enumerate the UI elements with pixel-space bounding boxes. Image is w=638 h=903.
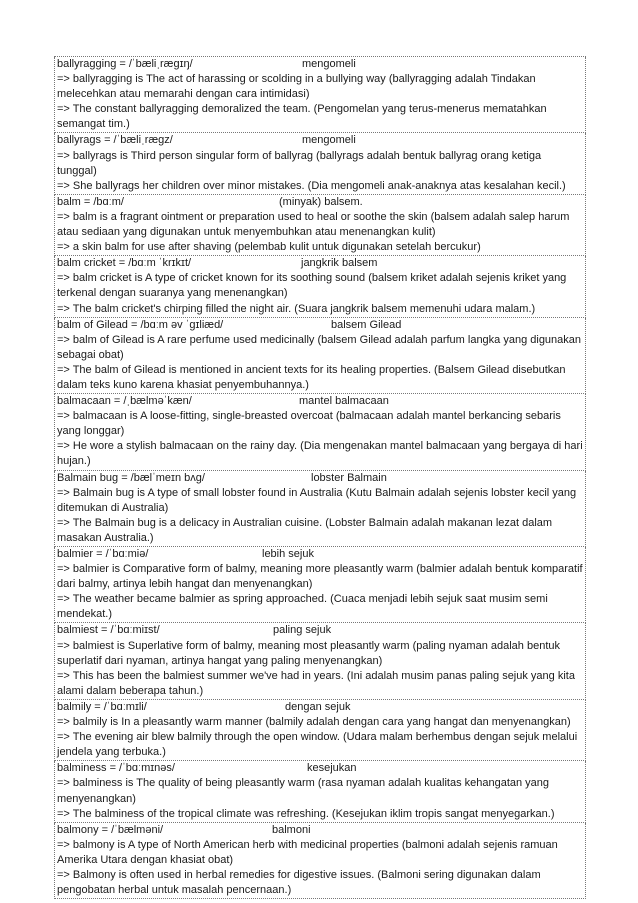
translation: mengomeli bbox=[302, 134, 356, 147]
translation: jangkrik balsem bbox=[301, 257, 378, 270]
definition: => balm is a fragrant ointment or preparation used to heal or soothe the skin (balsem adalah salep harum atau sediaan yang digunakan untuk menyembuhkan atau menenangkan kulit) bbox=[57, 210, 570, 239]
definition: => balmily is In a pleasantly warm manner (balmily adalah dengan cara yang hangat dan menyenangkan) bbox=[57, 716, 571, 729]
example: => The Balmain bug is a delicacy in Australian cuisine. (Lobster Balmain adalah makanan lezat dalam masakan Australia.) bbox=[57, 516, 553, 544]
entry-header bbox=[57, 623, 583, 638]
entry-ballyragging bbox=[54, 57, 586, 133]
definition: => balmacaan is A loose-fitting, single-breasted overcoat (balmacaan adalah mantel berkancing sebaris yang longgar) bbox=[57, 410, 561, 438]
translation: dengan sejuk bbox=[285, 700, 351, 713]
example: => He wore a stylish balmacaan on the rainy day. (Dia mengenakan mantel balmacaan yang bergaya di hari hujan.) bbox=[57, 440, 583, 468]
headword: ballyrags = /ˈbæliˌræɡz/ bbox=[57, 134, 173, 147]
entry-balmiest bbox=[54, 623, 586, 699]
entry-header bbox=[57, 256, 583, 271]
translation: mengomeli bbox=[302, 58, 356, 70]
translation: kesejukan bbox=[307, 762, 357, 775]
example: => She ballyrags her children over minor mistakes. (Dia mengomeli anak-anaknya atas kesalahan kecil.) bbox=[57, 179, 566, 192]
entry-balmony bbox=[54, 823, 586, 899]
entry-header bbox=[57, 547, 583, 562]
definition: => balmier is Comparative form of balmy, meaning more pleasantly warm (balmier adalah bentuk komparatif dari balmy, artinya lebih hangat dan menyenangkan) bbox=[57, 563, 583, 591]
example: => The constant ballyragging demoralized the team. (Pengomelan yang terus-menerus mematahkan semangat tim.) bbox=[57, 103, 547, 131]
translation: lobster Balmain bbox=[311, 471, 387, 484]
translation: balsem Gilead bbox=[331, 318, 402, 331]
definition: => Balmain bug is A type of small lobster found in Australia (Kutu Balmain adalah sejenis lobster kecil yang ditemukan di Australia) bbox=[57, 486, 577, 514]
entry-balmily bbox=[54, 700, 586, 761]
translation: (minyak) balsem. bbox=[279, 195, 363, 208]
example: => a skin balm for use after shaving (pelembab kulit untuk digunakan setelah bercukur) bbox=[57, 241, 481, 254]
headword: Balmain bug = /bælˈmeɪn bʌɡ/ bbox=[57, 471, 205, 484]
translation: balmoni bbox=[272, 823, 311, 836]
entry-header bbox=[57, 700, 583, 715]
example: => The weather became balmier as spring approached. (Cuaca menjadi lebih sejuk saat musim semi mendekat.) bbox=[57, 593, 548, 621]
entry-header bbox=[57, 761, 583, 776]
definition: => balm of Gilead is A rare perfume used medicinally (balsem Gilead adalah parfum langka yang digunakan sebagai obat) bbox=[57, 333, 582, 361]
entry-header bbox=[57, 394, 583, 409]
entry-ballyrags bbox=[54, 133, 586, 194]
example: => The balminess of the tropical climate was refreshing. (Kesejukan iklim tropis sangat menyegarkan.) bbox=[57, 807, 555, 820]
headword: balmier = /ˈbɑːmiə/ bbox=[57, 548, 149, 560]
definition: => ballyragging is The act of harassing or scolding in a bullying way (ballyragging adalah Tindakan melecehkan atau memarahi dengan cara intimidasi) bbox=[57, 73, 536, 101]
definition: => ballyrags is Third person singular form of ballyrag (ballyrags adalah bentuk ballyrag orang ketiga tunggal) bbox=[57, 149, 542, 177]
entry-header bbox=[57, 318, 583, 333]
translation: lebih sejuk bbox=[262, 548, 314, 560]
entry-balmacaan bbox=[54, 394, 586, 470]
definition: => balm cricket is A type of cricket known for its soothing sound (balsem kriket adalah sejenis kriket yang terkenal dengan suaranya yang menenangkan) bbox=[57, 272, 567, 300]
headword: balmiest = /ˈbɑːmiɪst/ bbox=[57, 624, 160, 637]
example: => The balm of Gilead is mentioned in ancient texts for its healing properties. (Balsem Gilead disebutkan dalam teks kuno karena khasiat penyembuhannya.) bbox=[57, 363, 566, 391]
example: => This has been the balmiest summer we've had in years. (Ini adalah musim panas paling sejuk yang kita alami dalam beberapa tahun.) bbox=[57, 669, 575, 697]
headword: balminess = /ˈbɑːmɪnəs/ bbox=[57, 762, 175, 775]
definition: => balminess is The quality of being pleasantly warm (rasa nyaman adalah kualitas kehangatan yang menyenangkan) bbox=[57, 777, 550, 805]
example: => Balmony is often used in herbal remedies for digestive issues. (Balmoni sering digunakan dalam pengobatan herbal untuk masalah pencernaan.) bbox=[57, 868, 541, 897]
definition: => balmony is A type of North American herb with medicinal properties (balmoni adalah sejenis ramuan Amerika Utara dengan khasiat obat) bbox=[57, 838, 558, 866]
entry-balm-cricket bbox=[54, 256, 586, 317]
entry-balm bbox=[54, 195, 586, 256]
headword: balmacaan = /ˌbælməˈkæn/ bbox=[57, 395, 192, 408]
translation: mantel balmacaan bbox=[299, 395, 389, 408]
dictionary-table bbox=[54, 56, 586, 899]
headword: balm = /bɑːm/ bbox=[57, 195, 124, 208]
entry-balmain-bug bbox=[54, 471, 586, 547]
example: => The evening air blew balmily through the open window. (Udara malam berhembus dengan sejuk melalui jendela yang terbuka.) bbox=[57, 731, 578, 759]
headword: balm of Gilead = /bɑːm əv ˈɡɪliæd/ bbox=[57, 318, 224, 331]
definition: => balmiest is Superlative form of balmy, meaning most pleasantly warm (paling nyaman adalah bentuk superlatif dari nyaman, artinya hangat yang paling menyenangkan) bbox=[57, 639, 560, 667]
entry-header bbox=[57, 57, 583, 72]
headword: balmily = /ˈbɑːmɪli/ bbox=[57, 700, 147, 713]
entry-header bbox=[57, 195, 583, 210]
entry-balmier bbox=[54, 547, 586, 623]
entry-balminess bbox=[54, 761, 586, 822]
headword: balm cricket = /bɑːm ˈkrɪkɪt/ bbox=[57, 257, 192, 270]
entry-balm-of-gilead bbox=[54, 318, 586, 394]
entry-header bbox=[57, 133, 583, 148]
headword: balmony = /ˈbælməni/ bbox=[57, 823, 164, 836]
entry-header bbox=[57, 471, 583, 486]
translation: paling sejuk bbox=[273, 624, 332, 637]
entry-header bbox=[57, 823, 583, 838]
example: => The balm cricket's chirping filled the night air. (Suara jangkrik balsem memenuhi udara malam.) bbox=[57, 302, 536, 315]
headword: ballyragging = /ˈbæliˌræɡɪŋ/ bbox=[57, 58, 193, 70]
